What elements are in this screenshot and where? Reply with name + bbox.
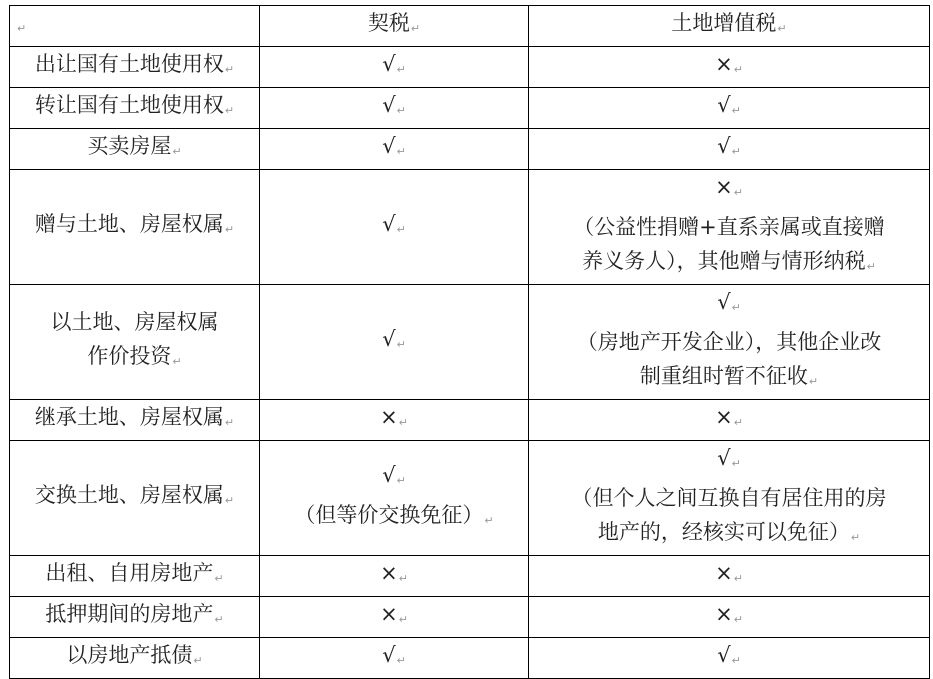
- paragraph-mark: ↵: [733, 572, 743, 585]
- deed-tax-line: [266, 47, 522, 87]
- land-vat-line: [535, 359, 923, 399]
- check-mark: √: [382, 134, 396, 158]
- row-label-cell: [10, 170, 260, 285]
- row-label: 赠与土地、房屋权属: [34, 212, 224, 236]
- deed-tax-cell: [260, 441, 529, 556]
- deed-tax-line: [266, 597, 522, 637]
- cross-mark: ×: [715, 405, 733, 429]
- paragraph-mark: ↵: [731, 654, 741, 667]
- land-vat-cell: [529, 170, 930, 285]
- check-mark: √: [717, 134, 731, 158]
- deed-tax-line: [266, 638, 522, 678]
- row-label-cell: [10, 129, 260, 170]
- row-label-cell: [10, 47, 260, 88]
- paragraph-mark: ↵: [733, 63, 743, 76]
- land-vat-note: 养义务人），其他赠与情形纳税: [582, 249, 866, 273]
- deed-tax-cell: [260, 400, 529, 441]
- deed-tax-cell: [260, 88, 529, 129]
- row-label-cell: [10, 556, 260, 597]
- row-label-cell: [10, 441, 260, 556]
- row-label-cell: [10, 400, 260, 441]
- header-land-vat: 土地增值税: [671, 11, 777, 35]
- land-vat-cell: [529, 88, 930, 129]
- paragraph-mark: ↵: [224, 416, 235, 429]
- header-deed-tax: 契税: [367, 11, 410, 35]
- paragraph-mark: ↵: [396, 145, 406, 158]
- row-label: 买卖房屋: [87, 134, 172, 158]
- deed-tax-line: [266, 322, 522, 362]
- land-vat-note: （房地产开发企业），其他企业改: [576, 330, 882, 354]
- row-label-cell: [10, 88, 260, 129]
- deed-tax-line: [266, 207, 522, 247]
- table-row: [10, 47, 930, 88]
- land-vat-line: [535, 285, 923, 325]
- paragraph-mark: ↵: [396, 474, 406, 487]
- deed-tax-cell: [260, 597, 529, 638]
- paragraph-mark: ↵: [396, 338, 406, 351]
- deed-tax-cell: [260, 638, 529, 679]
- header-corner-cell: [10, 6, 260, 47]
- table-row: [10, 556, 930, 597]
- cross-mark: ×: [715, 602, 733, 626]
- cross-mark: ×: [380, 405, 398, 429]
- table-row: [10, 285, 930, 400]
- tax-comparison-table: [9, 5, 930, 679]
- row-label: 出让国有土地使用权: [34, 52, 224, 76]
- deed-tax-line: [266, 458, 522, 498]
- deed-tax-line: [266, 556, 522, 596]
- land-vat-cell: [529, 129, 930, 170]
- row-label: 出租、自用房地产: [45, 561, 214, 585]
- row-label: 以土地、房屋权属作价投资: [50, 310, 219, 368]
- land-vat-line: [535, 129, 923, 169]
- paragraph-mark: ↵: [224, 63, 235, 76]
- check-mark: √: [382, 327, 396, 351]
- paragraph-mark: ↵: [396, 63, 406, 76]
- check-mark: √: [382, 52, 396, 76]
- land-vat-note: （但个人之间互换自有居住用的房: [571, 486, 887, 510]
- paragraph-mark: ↵: [224, 494, 235, 507]
- table-body: [10, 6, 930, 679]
- land-vat-line: [535, 47, 923, 87]
- paragraph-mark: ↵: [410, 22, 421, 35]
- check-mark: √: [717, 290, 731, 314]
- land-vat-line: [535, 515, 923, 555]
- cross-mark: ×: [715, 52, 733, 76]
- paragraph-mark: ↵: [172, 145, 182, 158]
- land-vat-cell: [529, 400, 930, 441]
- land-vat-line: [535, 597, 923, 637]
- land-vat-line: [535, 170, 923, 210]
- deed-tax-cell: [260, 47, 529, 88]
- paragraph-mark: ↵: [733, 613, 743, 626]
- paragraph-mark: ↵: [224, 104, 235, 117]
- row-label: 抵押期间的房地产: [45, 602, 214, 626]
- paragraph-mark: ↵: [777, 22, 787, 35]
- deed-tax-line: [266, 498, 522, 538]
- land-vat-line: [535, 244, 923, 284]
- row-label-cell: [10, 597, 260, 638]
- cross-mark: ×: [380, 561, 398, 585]
- header-deed-tax-cell: [260, 6, 529, 47]
- land-vat-cell: [529, 285, 930, 400]
- paragraph-mark: ↵: [808, 375, 819, 388]
- deed-tax-cell: [260, 285, 529, 400]
- deed-tax-note: （但等价交换免征）: [294, 503, 484, 527]
- row-label: 转让国有土地使用权: [34, 93, 224, 117]
- land-vat-line: [535, 210, 923, 244]
- table-row: [10, 441, 930, 556]
- deed-tax-cell: [260, 170, 529, 285]
- table-row: [10, 597, 930, 638]
- row-label-cell: [10, 638, 260, 679]
- paragraph-mark: ↵: [731, 457, 741, 470]
- table-row: [10, 400, 930, 441]
- paragraph-mark: ↵: [17, 22, 27, 35]
- deed-tax-line: [266, 400, 522, 440]
- land-vat-line: [535, 400, 923, 440]
- paragraph-mark: ↵: [398, 572, 408, 585]
- land-vat-line: [535, 481, 923, 515]
- cross-mark: ×: [715, 175, 733, 199]
- land-vat-cell: [529, 556, 930, 597]
- deed-tax-line: [266, 129, 522, 169]
- check-mark: √: [382, 463, 396, 487]
- header-row: [10, 6, 930, 47]
- land-vat-note: 地产的，经核实可以免征）: [597, 520, 850, 544]
- paragraph-mark: ↵: [731, 301, 741, 314]
- check-mark: √: [717, 643, 731, 667]
- table-row: [10, 170, 930, 285]
- land-vat-cell: [529, 638, 930, 679]
- paragraph-mark: ↵: [733, 186, 743, 199]
- paragraph-mark: ↵: [224, 223, 235, 236]
- row-label: 以房地产抵债: [66, 643, 193, 667]
- land-vat-line: [535, 88, 923, 128]
- deed-tax-line: [266, 88, 522, 128]
- check-mark: √: [382, 93, 396, 117]
- land-vat-cell: [529, 597, 930, 638]
- paragraph-mark: ↵: [850, 531, 861, 544]
- land-vat-cell: [529, 47, 930, 88]
- paragraph-mark: ↵: [396, 223, 406, 236]
- land-vat-line: [535, 556, 923, 596]
- deed-tax-cell: [260, 129, 529, 170]
- row-label: 继承土地、房屋权属: [34, 405, 224, 429]
- land-vat-line: [535, 441, 923, 481]
- check-mark: √: [382, 212, 396, 236]
- check-mark: √: [382, 643, 396, 667]
- row-label-cell: [10, 285, 260, 400]
- cross-mark: ×: [380, 602, 398, 626]
- land-vat-cell: [529, 441, 930, 556]
- header-land-vat-cell: [529, 6, 930, 47]
- check-mark: √: [717, 93, 731, 117]
- table-row: [10, 129, 930, 170]
- paragraph-mark: ↵: [398, 416, 408, 429]
- paragraph-mark: ↵: [214, 572, 224, 585]
- paragraph-mark: ↵: [484, 514, 494, 527]
- paragraph-mark: ↵: [172, 355, 182, 368]
- paragraph-mark: ↵: [396, 104, 406, 117]
- land-vat-note: 制重组时暂不征收: [639, 364, 808, 388]
- paragraph-mark: ↵: [731, 145, 741, 158]
- paragraph-mark: ↵: [193, 654, 203, 667]
- cross-mark: ×: [715, 561, 733, 585]
- land-vat-line: [535, 325, 923, 359]
- paragraph-mark: ↵: [396, 654, 406, 667]
- paragraph-mark: ↵: [214, 613, 224, 626]
- row-label: 交换土地、房屋权属: [34, 483, 224, 507]
- paragraph-mark: ↵: [731, 104, 741, 117]
- paragraph-mark: ↵: [866, 260, 876, 273]
- paragraph-mark: ↵: [733, 416, 743, 429]
- table-row: [10, 88, 930, 129]
- paragraph-mark: ↵: [398, 613, 408, 626]
- deed-tax-cell: [260, 556, 529, 597]
- land-vat-note: （公益性捐赠+直系亲属或直接赠: [573, 215, 885, 239]
- land-vat-line: [535, 638, 923, 678]
- table-row: [10, 638, 930, 679]
- check-mark: √: [717, 446, 731, 470]
